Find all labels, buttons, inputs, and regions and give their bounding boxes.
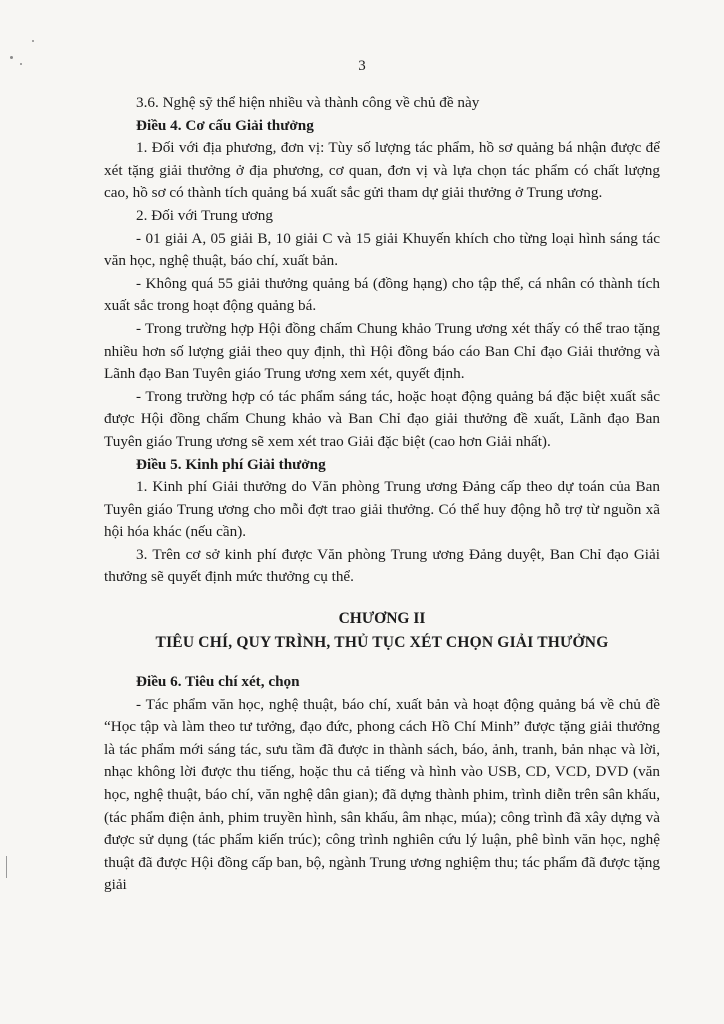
article-heading: Điều 5. Kinh phí Giải thưởng bbox=[136, 455, 326, 473]
spacer bbox=[104, 655, 660, 671]
chapter-title: TIÊU CHÍ, QUY TRÌNH, THỦ TỤC XÉT CHỌN GIẢI THƯỞNG bbox=[155, 634, 609, 652]
paragraph: - Không quá 55 giải thưởng quảng bá (đồng hạng) cho tập thể, cá nhân có thành tích xuất sắc trong hoạt động quảng bá. bbox=[104, 274, 660, 315]
article-heading: Điều 4. Cơ cấu Giải thưởng bbox=[136, 116, 314, 134]
page-number: 3 bbox=[358, 58, 366, 74]
paragraph: - Trong trường hợp có tác phẩm sáng tác, hoặc hoạt động quảng bá đặc biệt xuất sắc được Hội đồng chấm Chung khảo và Ban Chỉ đạo giải thưởng đề xuất, Lãnh đạo Ban Tuyên giáo Trung ương sẽ xem xét trao Giải đặc biệt (cao hơn Giải nhất). bbox=[104, 387, 660, 450]
paragraph: 2. Đối với Trung ương bbox=[136, 206, 273, 224]
paragraph: 3. Trên cơ sở kinh phí được Văn phòng Trung ương Đảng duyệt, Ban Chỉ đạo Giải thưởng sẽ quyết định mức thưởng cụ thể. bbox=[104, 545, 660, 586]
scan-edge-mark bbox=[6, 856, 7, 878]
scan-speck bbox=[32, 40, 34, 42]
article-heading: Điều 6. Tiêu chí xét, chọn bbox=[136, 673, 300, 691]
paragraph: - Tác phẩm văn học, nghệ thuật, báo chí, xuất bản và hoạt động quảng bá về chủ đề “Học tập và làm theo tư tưởng, đạo đức, phong cách Hồ Chí Minh” được tặng giải thưởng là tác phẩm mới sáng tác, sưu tầm đã được in thành sách, báo, ảnh, tranh, bản nhạc và lời, nhạc không lời được thu tiếng, hoặc thu cả tiếng và hình vào USB, CD, VCD, DVD (văn học, nghệ thuật, báo chí, văn nghệ dân gian); đã dựng thành phim, trình diễn trên sân khấu, (tác phẩm điện ảnh, phim truyền hình, sân khấu, âm nhạc, múa); công trình đã xây dựng và được sử dụng (tác phẩm kiến trúc); công trình nghiên cứu lý luận, phê bình văn học, nghệ thuật đã được Hội đồng cấp ban, bộ, ngành Trung ương nghiệm thu; tác phẩm đã được tặng giải bbox=[104, 695, 660, 894]
chapter-label: CHƯƠNG II bbox=[338, 610, 426, 628]
paragraph: 1. Kinh phí Giải thưởng do Văn phòng Trung ương Đảng cấp theo dự toán của Ban Tuyên giáo Trung ương cho mỗi đợt trao giải thưởng. Có thể huy động hỗ trợ từ nguồn xã hội hóa khác (nếu cần). bbox=[104, 478, 660, 541]
paragraph: 1. Đối với địa phương, đơn vị: Tùy số lượng tác phẩm, hồ sơ quảng bá nhận được để xét tặng giải thưởng ở địa phương, cơ quan, đơn vị và lựa chọn tác phẩm có chất lượng cao, hồ sơ có thành tích quảng bá xuất sắc gửi tham dự giải thưởng ở Trung ương. bbox=[104, 139, 660, 202]
spacer bbox=[104, 589, 660, 607]
paragraph: - Trong trường hợp Hội đồng chấm Chung khảo Trung ương xét thấy có thể trao tặng nhiều hơn số lượng giải theo quy định, thì Hội đồng báo cáo Ban Chỉ đạo Giải thưởng và Lãnh đạo Ban Tuyên giáo Trung ương xem xét, quyết định. bbox=[104, 319, 660, 383]
paragraph: 3.6. Nghệ sỹ thể hiện nhiều và thành công về chủ đề này bbox=[136, 94, 480, 111]
document-body bbox=[104, 92, 660, 897]
paragraph: - 01 giải A, 05 giải B, 10 giải C và 15 giải Khuyến khích cho từng loại hình sáng tác văn học, nghệ thuật, báo chí, xuất bản. bbox=[104, 229, 660, 270]
